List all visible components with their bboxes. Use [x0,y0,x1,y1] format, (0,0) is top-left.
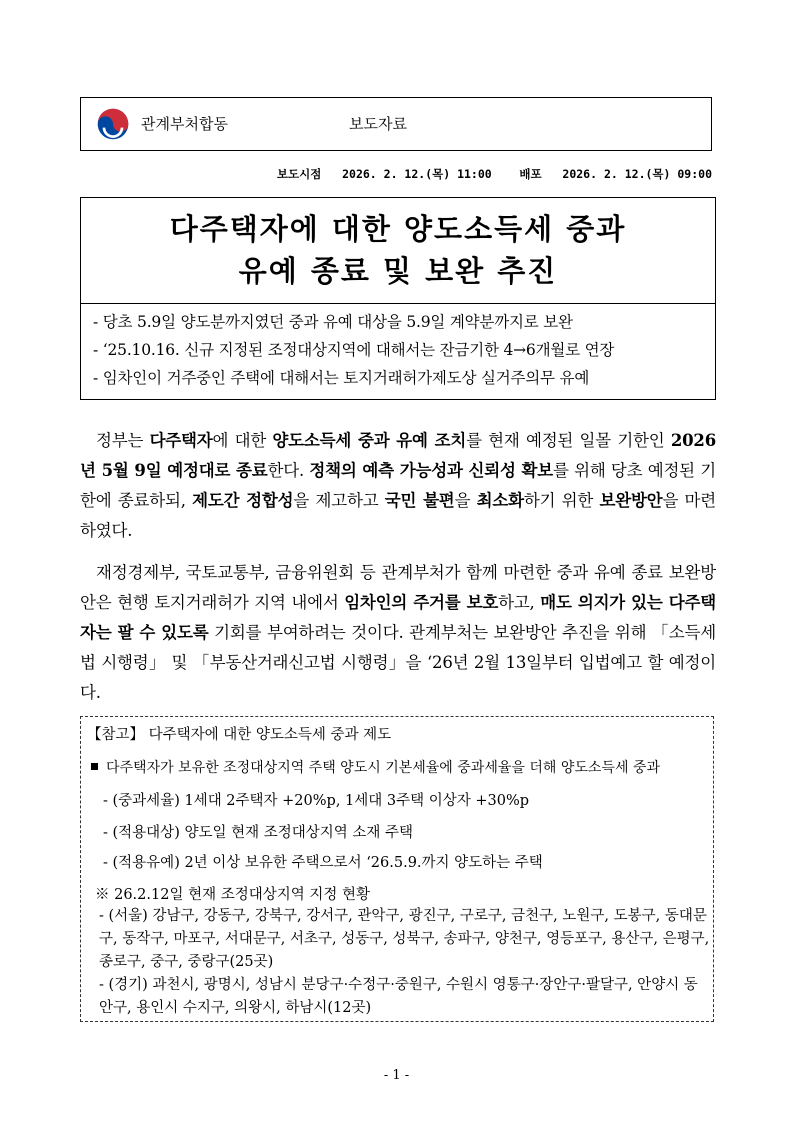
summary-item: - ‘25.10.16. 신규 지정된 조정대상지역에 대해서는 잔금기한 4→6개월로 연장 [93,341,615,359]
designation-status-heading: ※ 26.2.12일 현재 조정대상지역 지정 현황 [95,887,370,903]
release-info [80,166,712,182]
summary-item: - 당초 5.9일 양도분까지였던 중과 유예 대상을 5.9일 계약분까지로 보완 [93,313,573,331]
title-line-1: 다주택자에 대한 양도소득세 중과 [169,212,627,246]
summary-list [93,308,705,392]
gyeonggi-region-list: - (경기) 과천시, 광명시, 성남시 분당구·수정구·중원구, 수원시 영통구·장안구·팔달구, 안양시 동안구, 용인시 수지구, 의왕시, 하남시(12곳) [99,977,698,1016]
embargo-label: 보도시점 [276,167,322,181]
seoul-region-list: - (서울) 강남구, 강동구, 강북구, 강서구, 관악구, 광진구, 구로구, 금천구, 노원구, 도봉구, 동대문구, 동작구, 마포구, 서대문구, 서초구, 성동구, 성북구, 송파구, 양천구, 영등포구, 용산구, 은평구, 종로구, 중구, 중랑구(25곳) [99,908,710,970]
reference-title: 【참고】 다주택자에 대한 양도소득세 중과 제도 [87,727,392,743]
org-name: 관계부처합동 [141,115,228,133]
header-box [80,97,712,151]
body-paragraph-2: 재정경제부, 국토교통부, 금융위원회 등 관계부처가 함께 마련한 중과 유예 종료 보완방안은 현행 토지거래허가 지역 내에서 임차인의 주거를 보호하고, 매도 의지가 있는 다주택자는 팔 수 있도록 기회를 부여하려는 것이다. 관계부처는 보완방안 추진을 위해 「소득세법 시행령」 및 「부동산거래신고법 시행령」을 ‘26년 2월 13일부터 입법예고 할 예정이다. [80,563,716,702]
doc-type: 보도자료 [349,115,407,133]
distribution-label: 배포 [519,167,542,181]
reference-item: - (중과세율) 1세대 2주택자 +20%p, 1세대 3주택 이상자 +30%p [103,793,530,809]
embargo-time: 2026. 2. 12.(목) 11:00 [342,167,492,181]
square-bullet-icon [91,763,98,770]
page-number: - 1 - [383,1068,410,1083]
title-line-2: 유예 종료 및 보완 추진 [238,254,558,288]
title-box [80,197,716,400]
reference-box [80,716,714,1022]
body-paragraph-1: 정부는 다주택자에 대한 양도소득세 중과 유예 조치를 현재 예정된 일몰 기한인 2026년 5월 9일 예정대로 종료한다. 정책의 예측 가능성과 신뢰성 확보를 위해 당초 예정된 기한에 종료하되, 제도간 정합성을 제고하고 국민 불편을 최소화하기 위한 보완방안을 마련하였다. [80,431,716,540]
reference-item: - (적용대상) 양도일 현재 조정대상지역 소재 주택 [103,825,413,841]
summary-item: - 임차인이 거주중인 주택에 대해서는 토지거래허가제도상 실거주의무 유예 [93,369,590,387]
reference-bullet: 다주택자가 보유한 조정대상지역 주택 양도시 기본세율에 중과세율을 더해 양도소득세 중과 [91,757,660,777]
government-logo-icon [95,106,131,142]
reference-item: - (적용유예) 2년 이상 보유한 주택으로서 ‘26.5.9.까지 양도하는 주택 [103,855,543,871]
title-area [81,198,715,304]
distribution-time: 2026. 2. 12.(목) 09:00 [562,167,712,181]
